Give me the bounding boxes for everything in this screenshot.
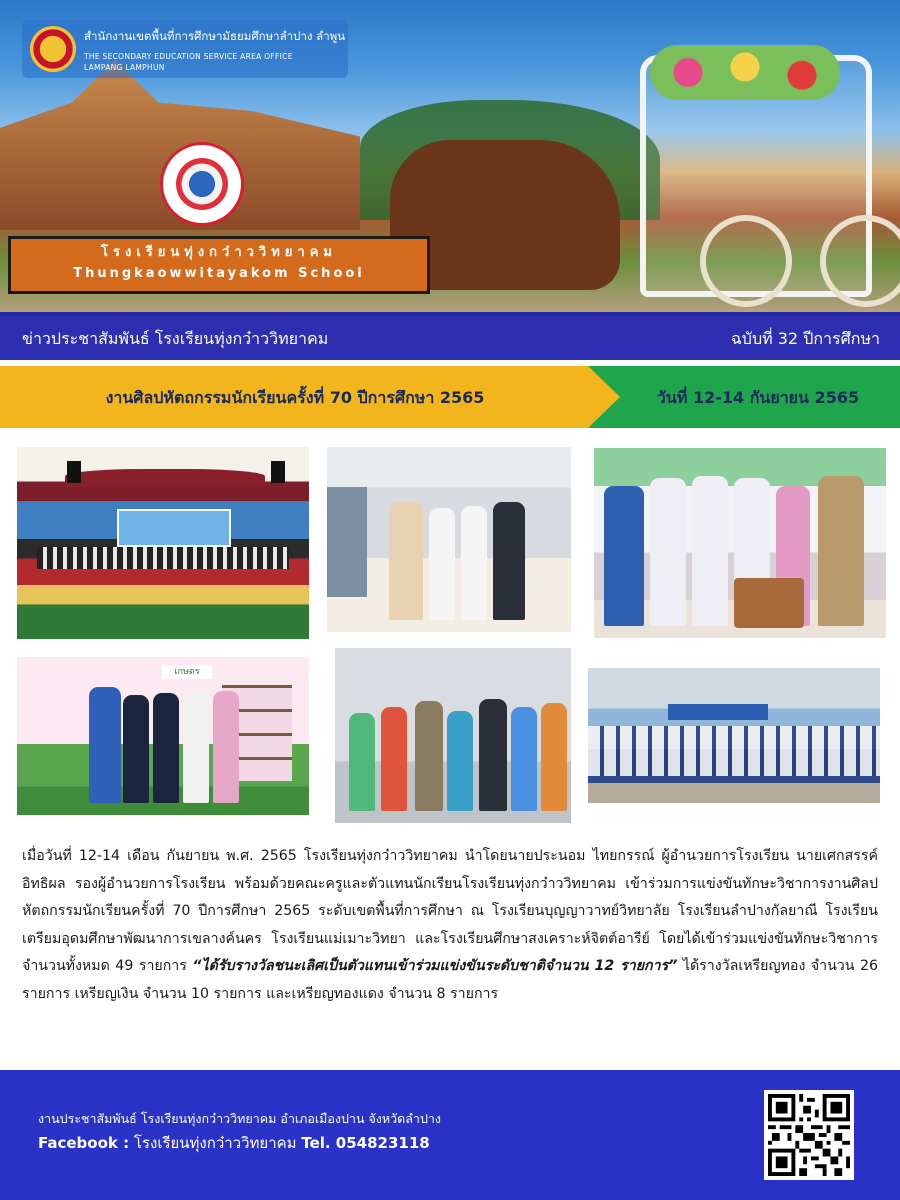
- office-name-en-line2: LAMPANG LAMPHUN: [84, 63, 165, 72]
- footer-contact: [38, 1131, 430, 1155]
- person: [447, 711, 473, 811]
- speaker-left: [67, 461, 81, 483]
- facebook-label: Facebook :: [38, 1134, 130, 1152]
- event-date: วันที่ 12-14 กันยายน 2565: [656, 388, 860, 407]
- school-name-en: Thungkaowwitayakom School: [73, 266, 365, 281]
- office-name-en-line1: THE SECONDARY EDUCATION SERVICE AREA OFFICE: [84, 52, 293, 61]
- stage-screen: [117, 509, 231, 547]
- person: [123, 695, 149, 803]
- person: [349, 713, 375, 811]
- stage-curtain: [65, 469, 265, 487]
- person: [389, 502, 423, 620]
- phone-number: Tel. 054823118: [301, 1134, 430, 1152]
- footer-pr-line: งานประชาสัมพันธ์ โรงเรียนทุ่งกว๋าววิทยาคม อำเภอเมืองปาน จังหวัดลำปาง: [38, 1111, 442, 1126]
- person: [461, 506, 487, 620]
- person: [604, 486, 644, 626]
- person: [89, 687, 121, 803]
- photo-costume-group: [335, 648, 571, 823]
- people-row: [37, 547, 289, 569]
- school-name-th: โรงเรียนทุ่งกว๋าววิทยาคม: [101, 245, 337, 260]
- qr-code-icon: [768, 1094, 850, 1176]
- photo-award-stage: [17, 447, 309, 639]
- photo-trophy-group: [594, 448, 886, 638]
- display-sign: เกษตร: [162, 665, 212, 679]
- trophy-plaque: [734, 578, 804, 628]
- photo-teachers-students-hall: [327, 447, 571, 632]
- person: [183, 689, 209, 803]
- qr-code[interactable]: [764, 1090, 854, 1180]
- news-body-part1: เมื่อวันที่ 12-14 เดือน กันยายน พ.ศ. 2565 โรงเรียนทุ่งกว๋าววิทยาคม นำโดยนายประนอม ไทยกรรณ์ ผู้อำนวยการโรงเรียน นายเศกสรรค์ อิทธิผล รองผู้อำนวยการโรงเรียน พร้อมด้วยคณะครูและตัวแทนนักเรียนโรงเรียนทุ่งกว๋าววิทยาคม เข้าร่วมการแข่งขันทักษะวิชาการงานศิลปหัตถกรรมนักเรียนครั้งที่ 70 ปีการศึกษา 2565 ระดับเขตพื้นที่การศึกษา ณ โรงเรียนบุญญาวาทย์วิทยาลัย โรงเรียนลำปางกัลยาณี โรงเรียนเตรียมอุดมศึกษาพัฒนาการเขลางค์นคร โรงเรียนแม่เมาะวิทยา และโรงเรียนศึกษาสงเคราะห์จิตต์อารีย์ โดยได้เข้าร่วมแข่งขันทักษะวิชาการจำนวนทั้งหมด 49 รายการ: [22, 848, 878, 974]
- office-logo: [30, 26, 76, 72]
- person: [479, 699, 507, 811]
- carriage-wheel: [700, 215, 792, 307]
- doorway: [327, 487, 367, 597]
- person: [213, 691, 239, 803]
- event-title: งานศิลปหัตถกรรมนักเรียนครั้งที่ 70 ปีการศึกษา 2565: [105, 388, 485, 407]
- office-name-th: สำนักงานเขตพื้นที่การศึกษามัธยมศึกษาลำปาง ลำพูน: [84, 29, 346, 43]
- person: [415, 701, 443, 811]
- person: [153, 693, 179, 803]
- newsletter-title: ข่าวประชาสัมพันธ์ โรงเรียนทุ่งกว๋าววิทยาคม: [22, 329, 329, 348]
- carriage-flowers: [650, 45, 840, 100]
- photo-agriculture-display: [17, 657, 309, 815]
- news-body-part2: ได้รางวัลเหรียญทอง จำนวน 26 รายการ เหรียญเงิน จำนวน 10 รายการ และเหรียญทองแดง จำนวน 8 รายการ: [22, 958, 878, 1002]
- news-highlight: “ได้รับรางวัลชนะเลิศเป็นตัวแทนเข้าร่วมแข่งขันระดับชาติจำนวน 12 รายการ”: [192, 958, 678, 974]
- banner-sign: [668, 704, 768, 720]
- issue-number: ฉบับที่ 32 ปีการศึกษา: [730, 329, 880, 348]
- person: [511, 707, 537, 811]
- news-body: [22, 843, 878, 1008]
- person: [692, 476, 728, 626]
- facebook-page-link[interactable]: โรงเรียนทุ่งกว๋าววิทยาคม: [129, 1134, 302, 1152]
- person: [650, 478, 686, 626]
- student-group: [588, 726, 880, 776]
- person: [818, 476, 864, 626]
- person: [541, 703, 567, 811]
- photo-students-building: [588, 668, 880, 803]
- person: [429, 508, 455, 620]
- speaker-right: [271, 461, 285, 483]
- person: [381, 707, 407, 811]
- person: [493, 502, 525, 620]
- school-logo-emblem: [176, 158, 228, 210]
